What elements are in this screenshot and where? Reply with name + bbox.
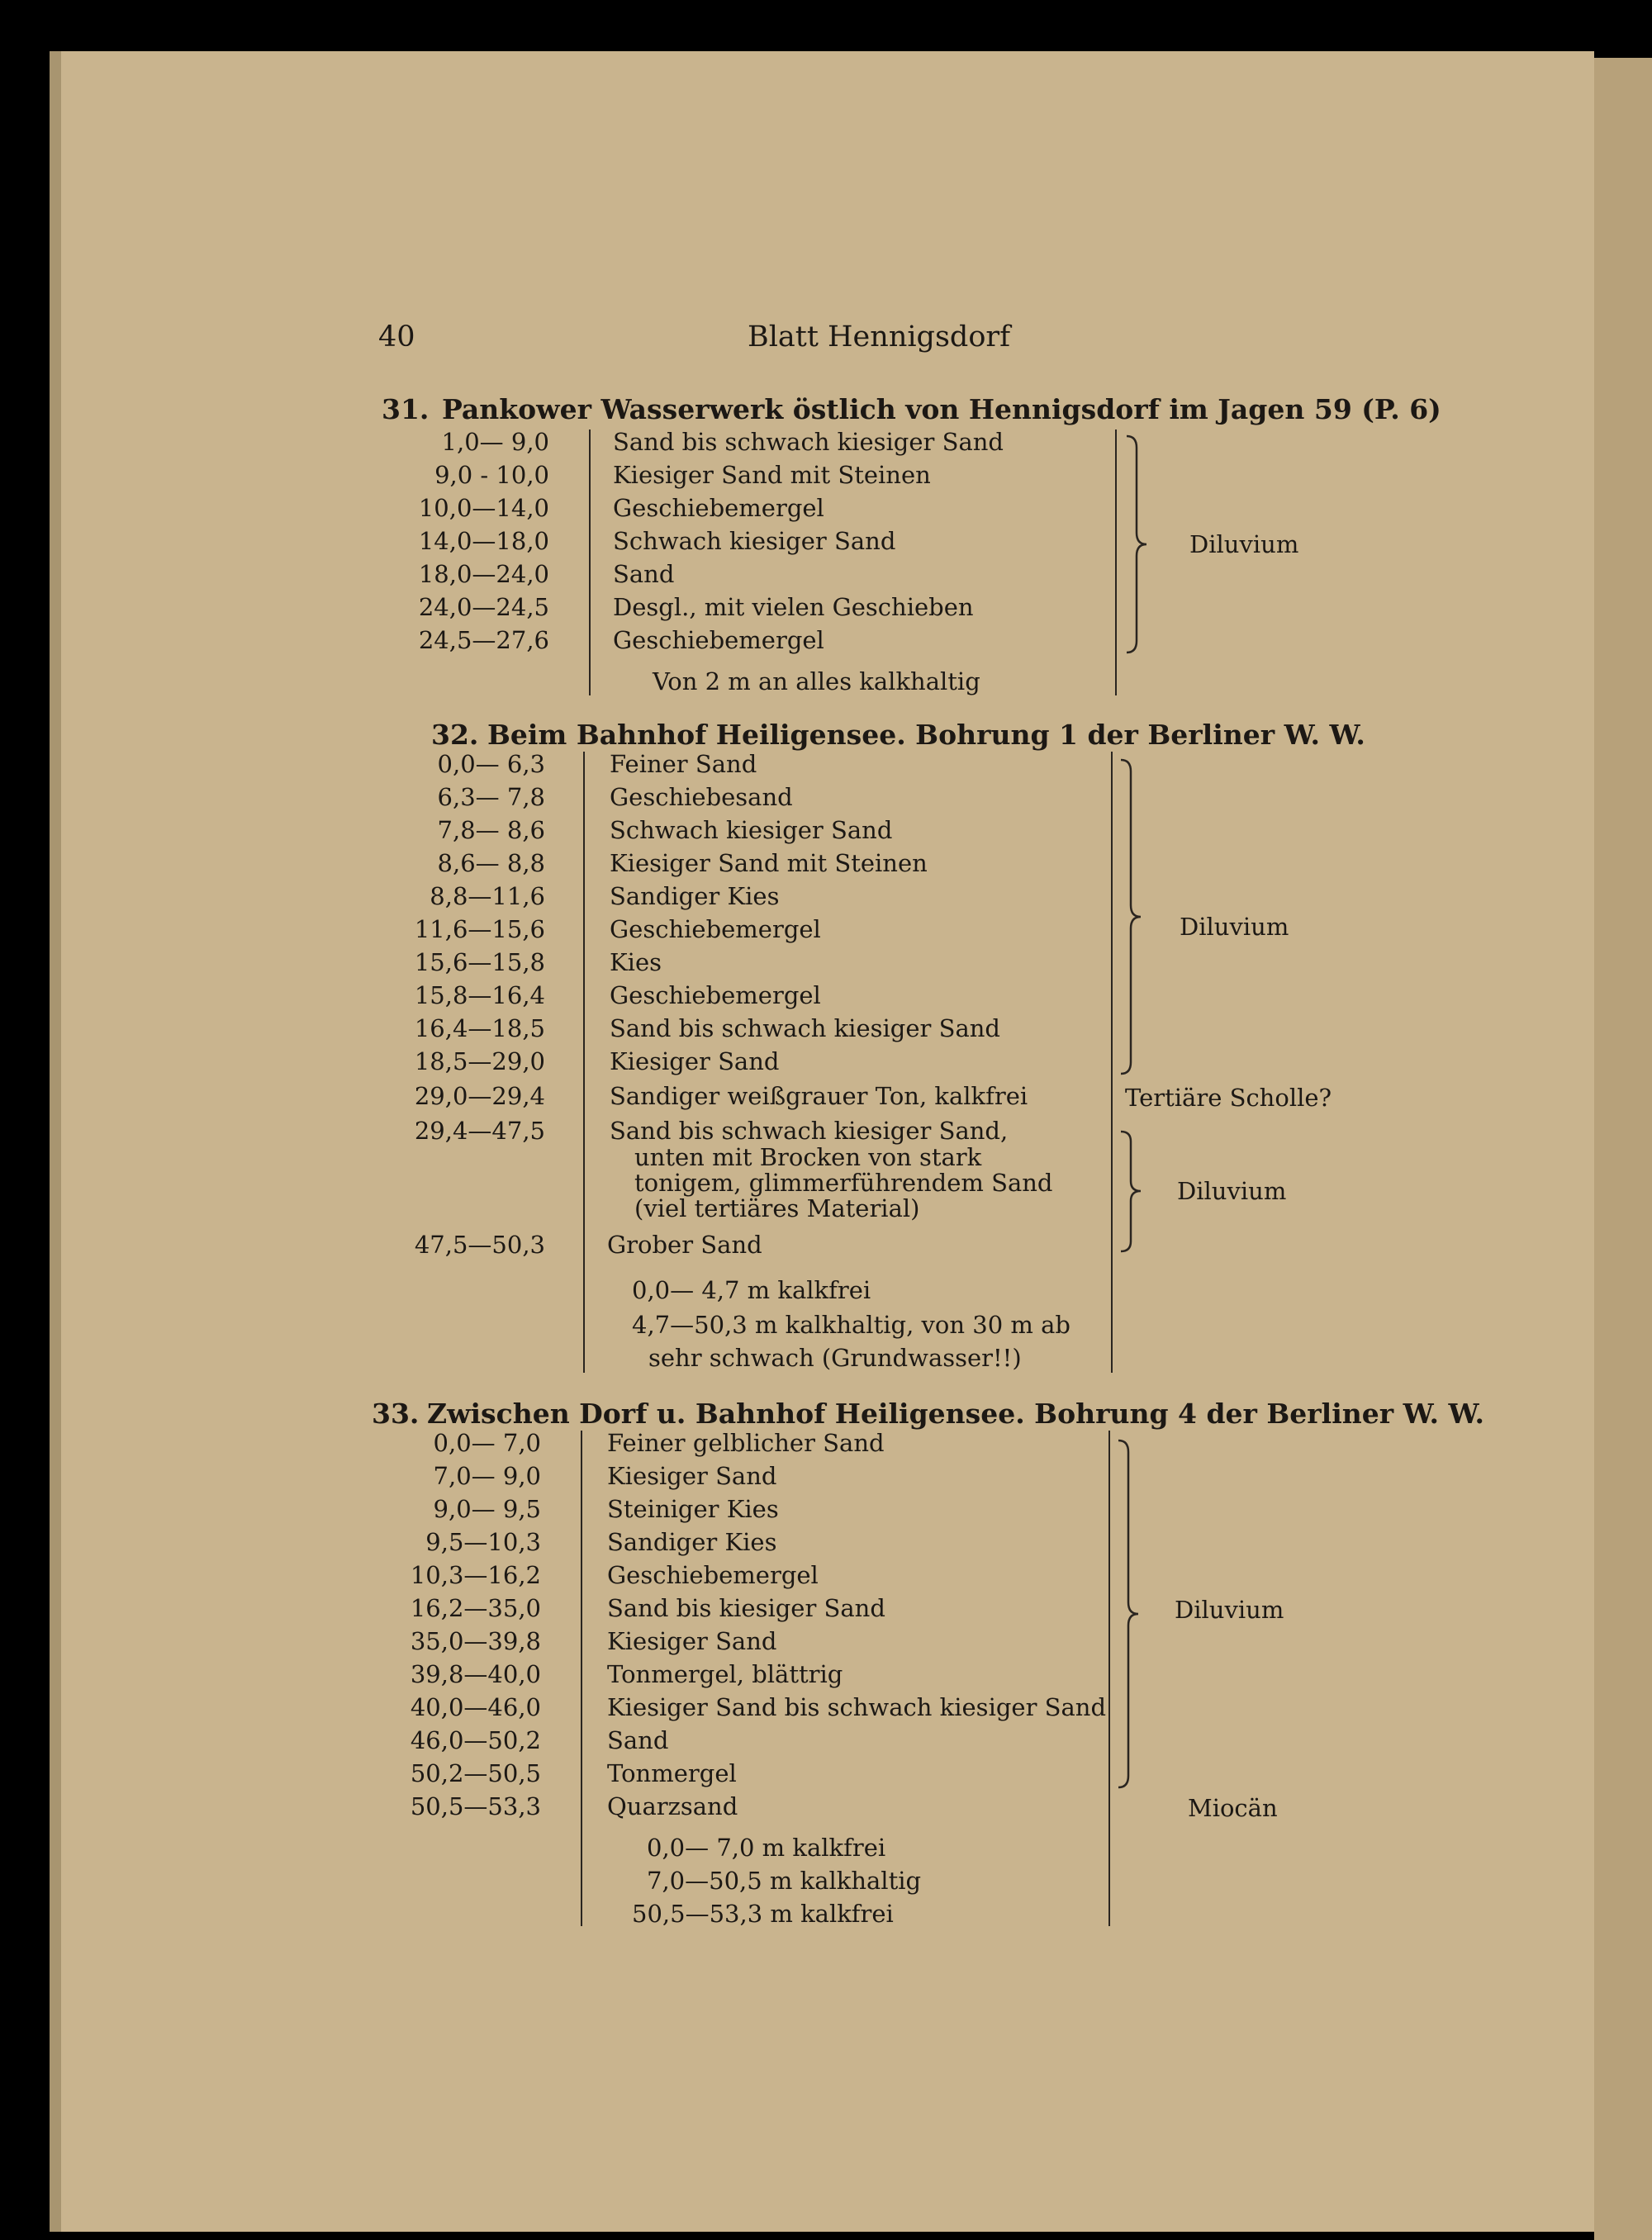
layer-description-continued: (viel tertiäres Material): [634, 1194, 920, 1222]
depth-range: 8,6— 8,8: [437, 849, 545, 877]
layer-description: Kiesiger Sand mit Steinen: [610, 849, 928, 877]
layer-description: Grober Sand: [607, 1231, 762, 1259]
column-divider: [1108, 1431, 1110, 1926]
column-divider: [581, 1431, 582, 1926]
layer-description: Sandiger Kies: [607, 1528, 777, 1556]
stratigraphy-label: Diluvium: [1189, 530, 1299, 558]
depth-range: 50,5—53,3: [410, 1792, 541, 1820]
layer-description: Kiesiger Sand: [610, 1047, 780, 1075]
depth-range: 16,4—18,5: [414, 1014, 545, 1042]
section-number: 33.: [372, 1398, 420, 1430]
depth-range: 29,4—47,5: [414, 1117, 545, 1145]
depth-range: 40,0—46,0: [410, 1693, 541, 1721]
layer-description: Sand bis schwach kiesiger Sand: [610, 1014, 1000, 1042]
layer-description: Kiesiger Sand bis schwach kiesiger Sand: [607, 1693, 1107, 1721]
layer-description: Tonmergel, blättrig: [607, 1660, 843, 1688]
depth-range: 24,5—27,6: [418, 626, 549, 654]
layer-description: Geschiebemergel: [610, 915, 821, 943]
stratigraphy-label: Miocän: [1188, 1794, 1278, 1822]
depth-range: 46,0—50,2: [410, 1726, 541, 1754]
lime-note: 0,0— 4,7 m kalkfrei: [632, 1276, 871, 1304]
depth-range: 9,0— 9,5: [433, 1495, 541, 1523]
curly-brace: [1119, 760, 1144, 1074]
depth-range: 35,0—39,8: [410, 1627, 541, 1655]
layer-description: Feiner Sand: [610, 750, 757, 778]
layer-description-continued: unten mit Brocken von stark: [634, 1143, 982, 1171]
layer-description-continued: tonigem, glimmerführendem Sand: [634, 1169, 1053, 1197]
depth-range: 6,3— 7,8: [437, 783, 545, 811]
layer-description: Sand bis schwach kiesiger Sand: [613, 428, 1004, 456]
curly-brace: [1117, 1440, 1142, 1787]
layer-description: Sand: [613, 560, 675, 588]
layer-description: Kiesiger Sand mit Steinen: [613, 461, 931, 489]
layer-description: Quarzsand: [607, 1792, 738, 1820]
layer-description: Sand bis schwach kiesiger Sand,: [610, 1117, 1009, 1145]
depth-range: 18,0—24,0: [418, 560, 549, 588]
depth-range: 0,0— 7,0: [433, 1429, 541, 1457]
section-title: Beim Bahnhof Heiligensee. Bohrung 1 der Berliner W. W.: [487, 719, 1365, 751]
lime-note: Von 2 m an alles kalkhaltig: [653, 667, 980, 695]
section-title: Pankower Wasserwerk östlich von Hennigsdorf im Jagen 59 (P. 6): [442, 393, 1441, 425]
layer-description: Feiner gelblicher Sand: [607, 1429, 885, 1457]
depth-range: 10,3—16,2: [410, 1561, 541, 1589]
layer-description: Tonmergel: [607, 1759, 737, 1787]
stratigraphy-label: Tertiäre Scholle?: [1125, 1084, 1332, 1112]
layer-description: Geschiebemergel: [613, 494, 824, 522]
layer-description: Sand bis kiesiger Sand: [607, 1594, 885, 1622]
layer-description: Geschiebemergel: [610, 981, 821, 1009]
layer-description: Schwach kiesiger Sand: [613, 527, 896, 555]
depth-range: 10,0—14,0: [418, 494, 549, 522]
layer-description: Sandiger Kies: [610, 882, 780, 910]
lime-note: sehr schwach (Grundwasser!!): [648, 1344, 1022, 1372]
depth-range: 15,6—15,8: [414, 948, 545, 976]
stratigraphy-label: Diluvium: [1177, 1177, 1287, 1205]
column-divider: [583, 752, 585, 1373]
section-number: 31.: [382, 393, 430, 425]
depth-range: 29,0—29,4: [414, 1082, 545, 1110]
layer-description: Kiesiger Sand: [607, 1462, 777, 1490]
page-number: 40: [378, 320, 415, 354]
depth-range: 14,0—18,0: [418, 527, 549, 555]
lime-note: 0,0— 7,0 m kalkfrei: [647, 1834, 886, 1862]
layer-description: Kiesiger Sand: [607, 1627, 777, 1655]
layer-description: Sand: [607, 1726, 669, 1754]
depth-range: 47,5—50,3: [414, 1231, 545, 1259]
lime-note: 4,7—50,3 m kalkhaltig, von 30 m ab: [632, 1311, 1070, 1339]
facing-page-edge: [1594, 58, 1652, 2240]
depth-range: 9,0 - 10,0: [434, 461, 549, 489]
layer-description: Schwach kiesiger Sand: [610, 816, 893, 844]
layer-description: Steiniger Kies: [607, 1495, 779, 1523]
depth-range: 39,8—40,0: [410, 1660, 541, 1688]
section-number: 32.: [431, 719, 479, 751]
stratigraphy-label: Diluvium: [1180, 913, 1289, 941]
depth-range: 7,0— 9,0: [433, 1462, 541, 1490]
running-title: Blatt Hennigsdorf: [748, 320, 1011, 354]
lime-note: 50,5—53,3 m kalkfrei: [632, 1900, 894, 1928]
depth-range: 9,5—10,3: [425, 1528, 541, 1556]
depth-range: 8,8—11,6: [430, 882, 545, 910]
column-divider: [1111, 752, 1113, 1373]
layer-description: Sandiger weißgrauer Ton, kalkfrei: [610, 1082, 1028, 1110]
layer-description: Geschiebemergel: [607, 1561, 819, 1589]
layer-description: Geschiebemergel: [613, 626, 824, 654]
stratigraphy-label: Diluvium: [1175, 1596, 1284, 1624]
depth-range: 11,6—15,6: [414, 915, 545, 943]
depth-range: 18,5—29,0: [414, 1047, 545, 1075]
layer-description: Kies: [610, 948, 662, 976]
depth-range: 16,2—35,0: [410, 1594, 541, 1622]
depth-range: 24,0—24,5: [418, 593, 549, 621]
layer-description: Desgl., mit vielen Geschieben: [613, 593, 974, 621]
curly-brace: [1119, 1132, 1144, 1251]
curly-brace: [1125, 436, 1150, 653]
section-title: Zwischen Dorf u. Bahnhof Heiligensee. Bohrung 4 der Berliner W. W.: [427, 1398, 1484, 1430]
column-divider: [1115, 429, 1117, 695]
depth-range: 1,0— 9,0: [441, 428, 549, 456]
column-divider: [589, 429, 591, 695]
depth-range: 15,8—16,4: [414, 981, 545, 1009]
depth-range: 7,8— 8,6: [437, 816, 545, 844]
depth-range: 0,0— 6,3: [437, 750, 545, 778]
lime-note: 7,0—50,5 m kalkhaltig: [647, 1867, 922, 1895]
layer-description: Geschiebesand: [610, 783, 793, 811]
depth-range: 50,2—50,5: [410, 1759, 541, 1787]
